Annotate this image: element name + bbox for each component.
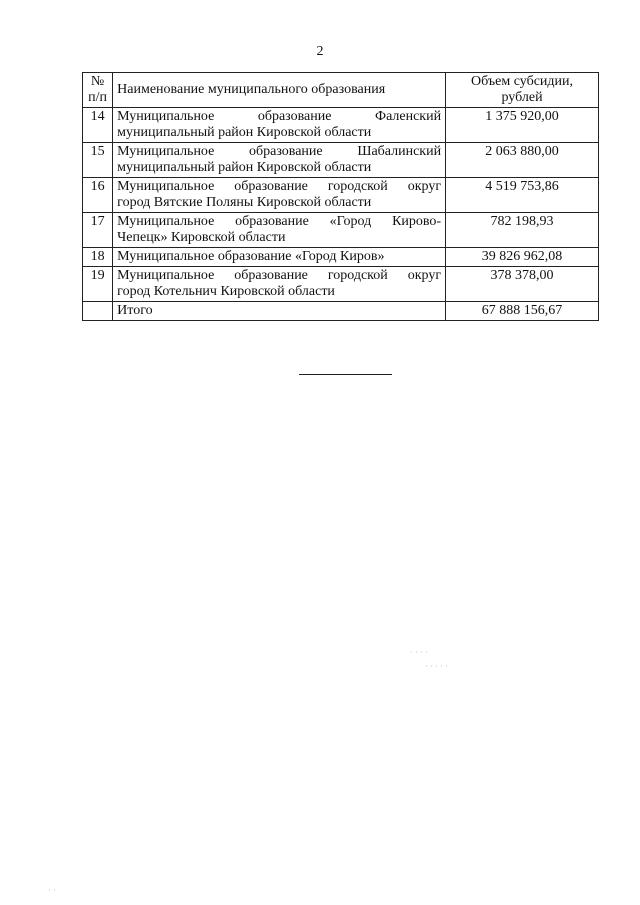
row-amount: 4 519 753,86 (446, 178, 599, 213)
subsidy-table (82, 72, 599, 321)
total-label: Итого (113, 302, 446, 321)
row-num: 18 (83, 248, 113, 267)
table-row (83, 178, 599, 213)
table-row (83, 213, 599, 248)
row-num: 19 (83, 267, 113, 302)
row-num: 17 (83, 213, 113, 248)
row-amount: 2 063 880,00 (446, 143, 599, 178)
scan-noise-speck: · · · · · (425, 662, 448, 671)
table-row (83, 143, 599, 178)
page-number: 2 (316, 44, 324, 59)
row-name (113, 248, 446, 267)
row-name-line2: город Котельнич Кировской области (117, 284, 335, 299)
row-name-line1: Муниципальное образование городской округ (117, 179, 442, 194)
header-amount: Объем субсидии, рублей (446, 73, 599, 108)
total-num (83, 302, 113, 321)
row-name-line1: Муниципальное образование «Город Кирово- (117, 214, 442, 229)
row-amount: 39 826 962,08 (446, 248, 599, 267)
row-name-line2: муниципальный район Кировской области (117, 160, 372, 175)
scan-noise-speck: · · (48, 886, 56, 895)
row-name-line1: Муниципальное образование «Город Киров» (117, 249, 385, 264)
row-amount: 378 378,00 (446, 267, 599, 302)
table-row (83, 108, 599, 143)
table-row (83, 248, 599, 267)
row-num: 14 (83, 108, 113, 143)
row-name-line2: Чепецк» Кировской области (117, 230, 286, 245)
row-name (113, 267, 446, 302)
scan-noise-speck: · · · · (410, 648, 428, 657)
header-num: № п/п (83, 73, 113, 108)
header-name: Наименование муниципального образования (113, 73, 446, 108)
total-amount: 67 888 156,67 (446, 302, 599, 321)
table-header-row (83, 73, 599, 108)
table-row (83, 267, 599, 302)
row-num: 16 (83, 178, 113, 213)
row-name (113, 178, 446, 213)
row-name (113, 213, 446, 248)
row-name (113, 143, 446, 178)
row-name (113, 108, 446, 143)
row-amount: 1 375 920,00 (446, 108, 599, 143)
row-amount: 782 198,93 (446, 213, 599, 248)
row-name-line2: город Вятские Поляны Кировской области (117, 195, 372, 210)
row-num: 15 (83, 143, 113, 178)
row-name-line2: муниципальный район Кировской области (117, 125, 372, 140)
table-total-row (83, 302, 599, 321)
row-name-line1: Муниципальное образование Шабалинский (117, 144, 442, 159)
end-of-document-rule (299, 374, 392, 375)
row-name-line1: Муниципальное образование Фаленский (117, 109, 442, 124)
row-name-line1: Муниципальное образование городской округ (117, 268, 442, 283)
